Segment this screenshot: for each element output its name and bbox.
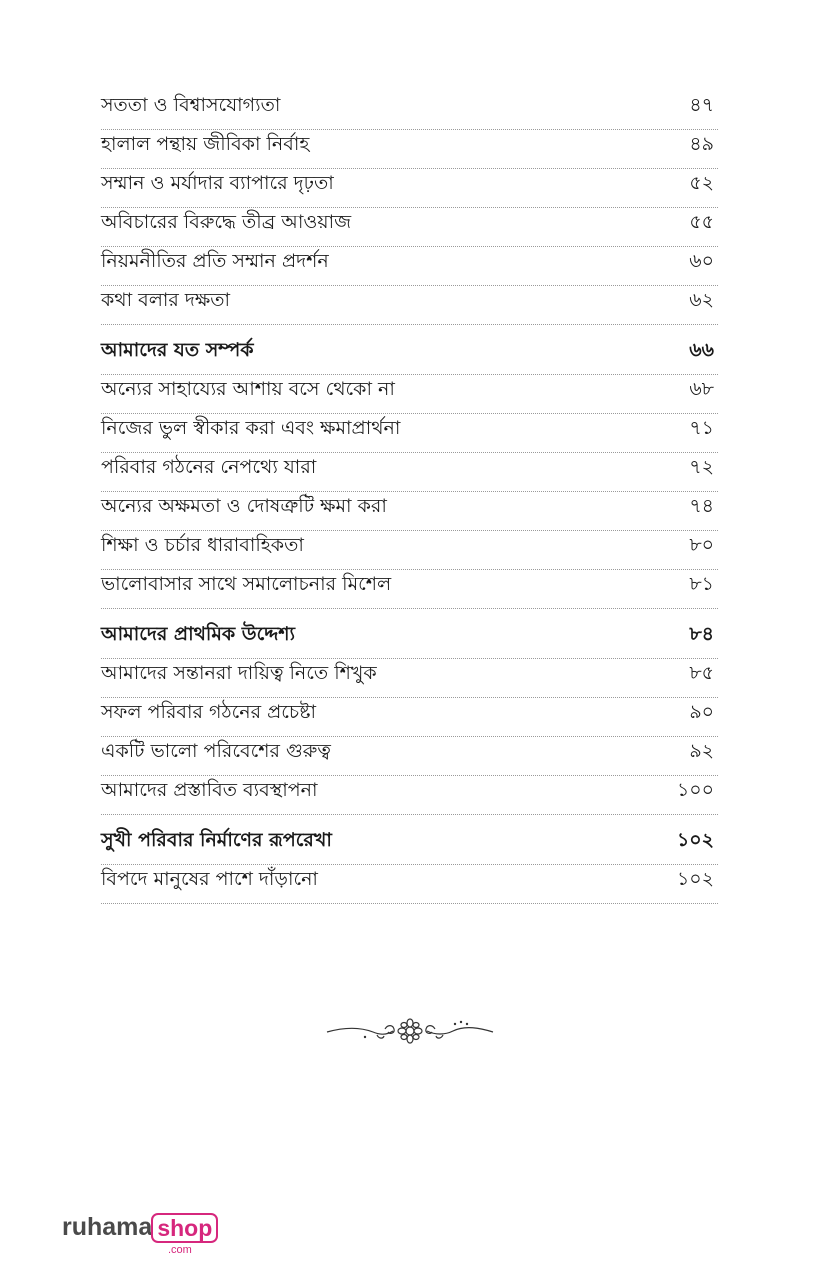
toc-page-number: ৫৫: [689, 211, 714, 233]
toc-entry: [101, 865, 718, 904]
toc-entry: [101, 208, 718, 247]
toc-title: আমাদের যত সম্পর্ক: [101, 339, 254, 361]
toc-page-number: ৯০: [689, 701, 714, 723]
toc-page-number: ৪৯: [689, 133, 714, 155]
toc-title: সুখী পরিবার নির্মাণের রূপরেখা: [101, 829, 332, 851]
toc-page-number: ৯২: [689, 740, 714, 762]
toc-title: পরিবার গঠনের নেপথ্যে যারা: [101, 456, 317, 478]
toc-entry: [101, 737, 718, 776]
toc-title: নিজের ভুল স্বীকার করা এবং ক্ষমাপ্রার্থনা: [101, 417, 401, 439]
toc-page-number: ৫২: [689, 172, 714, 194]
toc-section-heading: [101, 620, 718, 659]
toc-entry: [101, 91, 718, 130]
toc-page-number: ৬৬: [689, 339, 714, 361]
toc-page-number: ১০২: [676, 829, 714, 851]
toc-title: অবিচারের বিরুদ্ধে তীব্র আওয়াজ: [101, 211, 352, 233]
toc-page-number: ৮৫: [689, 662, 714, 684]
toc-title: আমাদের প্রস্তাবিত ব্যবস্থাপনা: [101, 779, 318, 801]
toc-title: সম্মান ও মর্যাদার ব্যাপারে দৃঢ়তা: [101, 172, 334, 194]
ruhama-shop-logo: [62, 1213, 218, 1256]
toc-title: সফল পরিবার গঠনের প্রচেষ্টা: [101, 701, 317, 723]
toc-section-heading: [101, 336, 718, 375]
toc-title: অন্যের সাহায্যের আশায় বসে থেকো না: [101, 378, 395, 400]
toc-title: নিয়মনীতির প্রতি সম্মান প্রদর্শন: [101, 250, 329, 272]
logo-shop-box: shop: [151, 1213, 218, 1243]
toc-title: একটি ভালো পরিবেশের গুরুত্ব: [101, 740, 331, 762]
table-of-contents: [101, 91, 718, 904]
toc-page-number: ৭২: [689, 456, 714, 478]
toc-entry: [101, 286, 718, 325]
toc-entry: [101, 570, 718, 609]
toc-title: ভালোবাসার সাথে সমালোচনার মিশেল: [101, 573, 392, 595]
toc-entry: [101, 169, 718, 208]
toc-page-number: ৮০: [689, 534, 714, 556]
toc-entry: [101, 776, 718, 815]
toc-entry: [101, 453, 718, 492]
toc-title: শিক্ষা ও চর্চার ধারাবাহিকতা: [101, 534, 304, 556]
toc-entry: [101, 531, 718, 570]
toc-title: আমাদের সন্তানরা দায়িত্ব নিতে শিখুক: [101, 662, 377, 684]
toc-entry: [101, 247, 718, 286]
toc-page-number: ৬০: [689, 250, 714, 272]
toc-title: আমাদের প্রাথমিক উদ্দেশ্য: [101, 623, 296, 645]
toc-page-number: ১০২: [676, 868, 714, 890]
toc-section-heading: [101, 826, 718, 865]
floral-divider-icon: [325, 1015, 495, 1051]
toc-entry: [101, 375, 718, 414]
toc-entry: [101, 130, 718, 169]
logo-domain: .com: [168, 1244, 192, 1256]
toc-page-number: ৭১: [689, 417, 714, 439]
toc-title: সততা ও বিশ্বাসযোগ্যতা: [101, 94, 281, 116]
toc-title: বিপদে মানুষের পাশে দাঁড়ানো: [101, 868, 318, 890]
toc-page-number: ৭৪: [689, 495, 714, 517]
toc-page-number: ১০০: [676, 779, 714, 801]
toc-page-number: ৪৭: [689, 94, 714, 116]
toc-title: কথা বলার দক্ষতা: [101, 289, 231, 311]
toc-page-number: ৬৮: [689, 378, 714, 400]
toc-title: হালাল পন্থায় জীবিকা নির্বাহ: [101, 133, 310, 155]
toc-page-number: ৮১: [689, 573, 714, 595]
toc-entry: [101, 698, 718, 737]
toc-entry: [101, 414, 718, 453]
toc-entry: [101, 492, 718, 531]
toc-entry: [101, 659, 718, 698]
toc-page-number: ৮৪: [689, 623, 714, 645]
logo-text: ruhama: [62, 1213, 153, 1241]
toc-title: অন্যের অক্ষমতা ও দোষত্রুটি ক্ষমা করা: [101, 495, 387, 517]
toc-page-number: ৬২: [689, 289, 714, 311]
